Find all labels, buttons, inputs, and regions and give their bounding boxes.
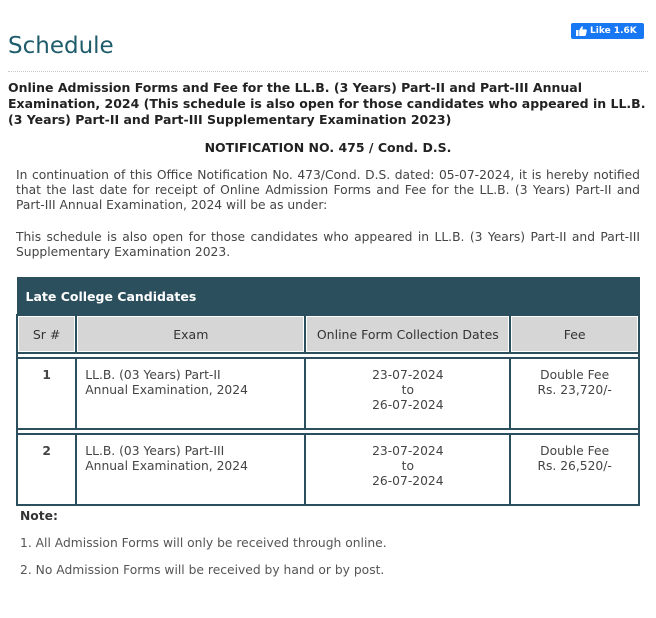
date-to: 26-07-2024 <box>372 474 444 488</box>
note-item: 1. All Admission Forms will only be received through online. <box>20 536 387 550</box>
fee-type: Double Fee <box>540 368 610 382</box>
column-header-sr: Sr # <box>17 315 76 353</box>
table-header-row <box>17 315 639 353</box>
cell-sr: 1 <box>17 358 76 429</box>
supplementary-paragraph: This schedule is also open for those candidates who appeared in LL.B. (3 Years) Part-II and Part-III Supplementary Examination 2023. <box>16 230 640 259</box>
like-count-label: Like 1.6K <box>590 26 637 36</box>
exam-session: Annual Examination, 2024 <box>85 383 248 397</box>
exam-name: LL.B. (03 Years) Part-III <box>85 444 225 458</box>
facebook-like-button[interactable] <box>571 23 644 39</box>
cell-dates <box>305 358 510 429</box>
date-from: 23-07-2024 <box>372 444 444 458</box>
column-header-exam: Exam <box>76 315 305 353</box>
table-row <box>17 434 639 505</box>
cell-exam <box>76 434 305 505</box>
table-row <box>17 358 639 429</box>
notification-paragraph: In continuation of this Office Notification No. 473/Cond. D.S. dated: 05-07-2024, it is hereby notified that the last date for receipt of Online Admission Forms and Fee for the LL.B. (3 Years) Part-II and Part-III Annual Examination, 2024 will be as under: <box>16 168 640 212</box>
cell-fee <box>510 434 639 505</box>
fee-amount: Rs. 26,520/- <box>537 459 612 473</box>
date-separator: to <box>401 459 414 473</box>
column-header-fee: Fee <box>510 315 639 353</box>
schedule-table <box>16 277 640 506</box>
thumbs-up-icon <box>576 26 587 36</box>
header-divider <box>8 71 648 72</box>
page-title: Schedule <box>8 33 114 60</box>
note-item: 2. No Admission Forms will be received by hand or by post. <box>20 563 385 577</box>
note-title: Note: <box>20 509 58 523</box>
exam-name: LL.B. (03 Years) Part-II <box>85 368 221 382</box>
table-caption: Late College Candidates <box>17 278 639 316</box>
date-separator: to <box>401 383 414 397</box>
cell-sr: 2 <box>17 434 76 505</box>
table-caption-row <box>17 278 639 316</box>
fee-type: Double Fee <box>540 444 610 458</box>
exam-session: Annual Examination, 2024 <box>85 459 248 473</box>
column-header-dates: Online Form Collection Dates <box>305 315 510 353</box>
fee-amount: Rs. 23,720/- <box>537 383 612 397</box>
cell-dates <box>305 434 510 505</box>
cell-fee <box>510 358 639 429</box>
schedule-heading: Online Admission Forms and Fee for the LL.B. (3 Years) Part-II and Part-III Annual Examination, 2024 (This schedule is also open for those candidates who appeared in LL.B. (3 Years) Part-II and Part-III Supplementary Examination 2023) <box>8 80 646 127</box>
cell-exam <box>76 358 305 429</box>
notification-number: NOTIFICATION NO. 475 / Cond. D.S. <box>204 140 452 155</box>
date-from: 23-07-2024 <box>372 368 444 382</box>
date-to: 26-07-2024 <box>372 398 444 412</box>
